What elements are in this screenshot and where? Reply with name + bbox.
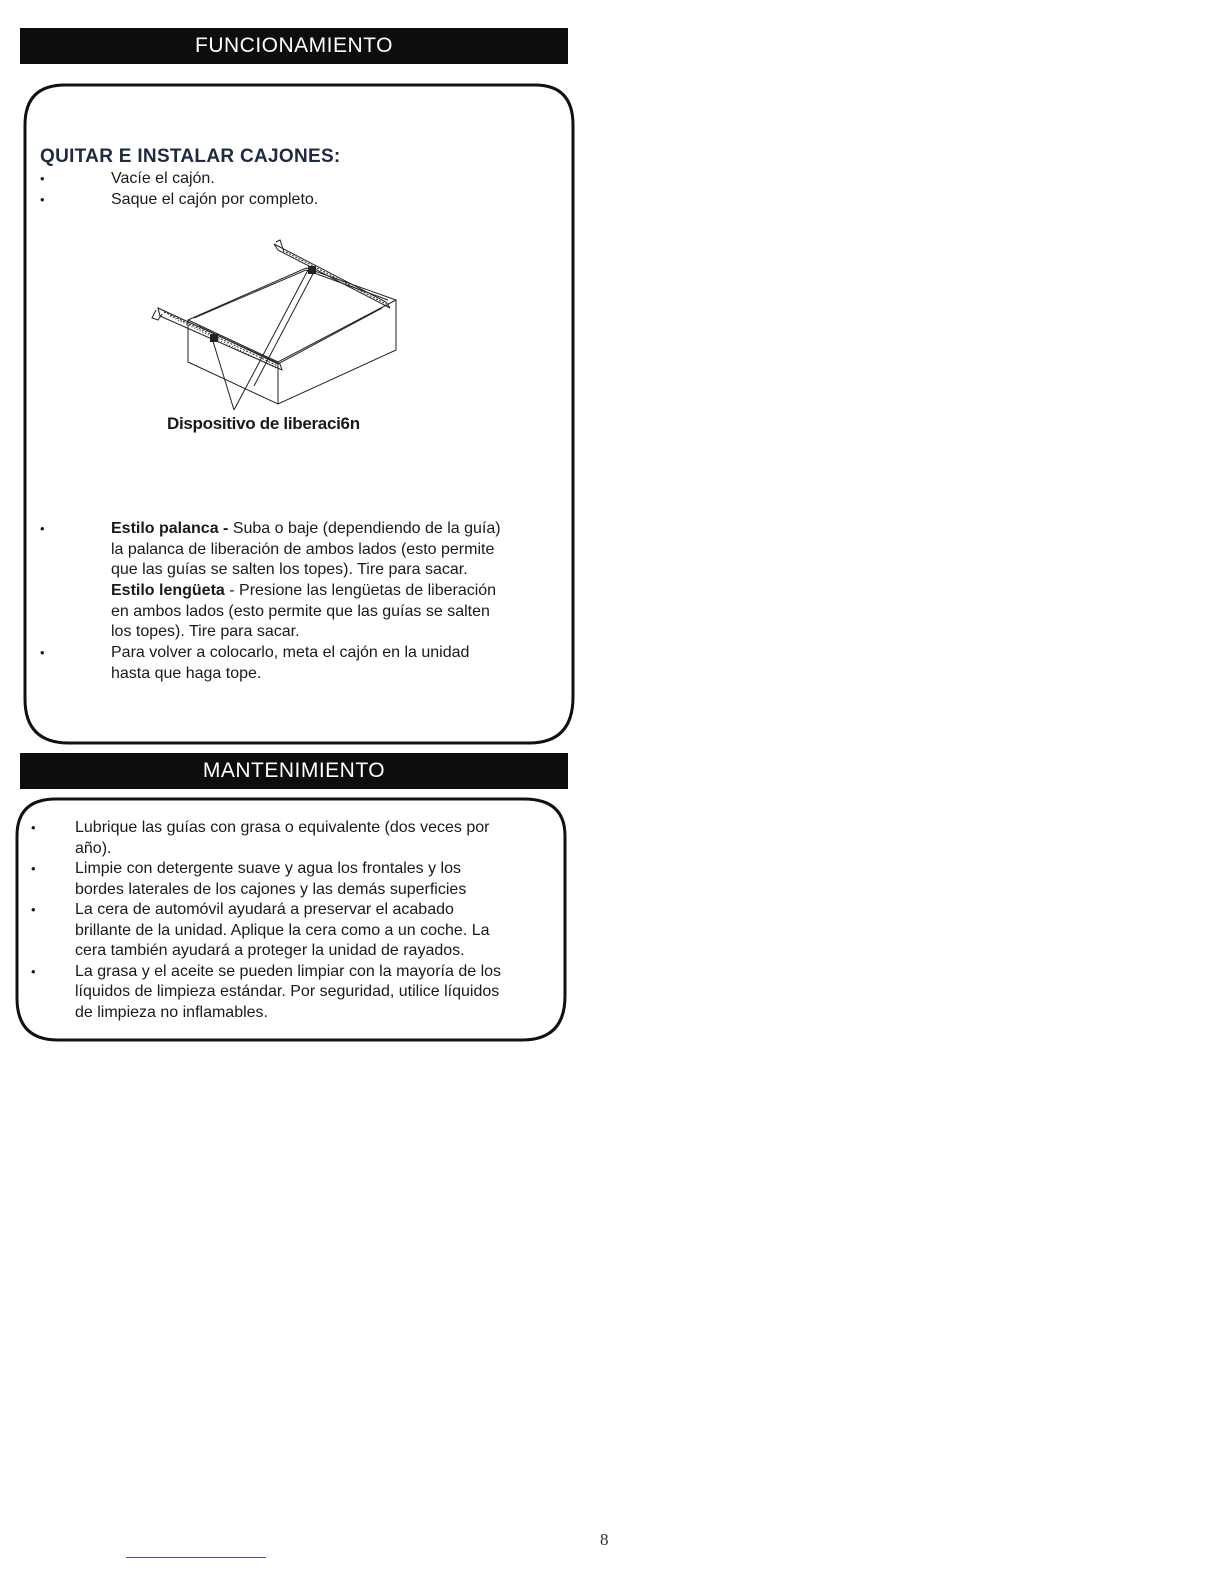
- lever-style-text: Suba o baje (dependiendo de la guía): [228, 520, 501, 537]
- lever-style-title: Estilo palanca -: [111, 520, 229, 537]
- maintenance-item: brillante de la unidad. Aplique la cera como a un coche. La: [75, 922, 490, 939]
- maintenance-item: Lubrique las guías con grasa o equivalente (dos veces por: [75, 819, 490, 836]
- maintenance-item: La cera de automóvil ayudará a preservar el acabado: [75, 901, 454, 918]
- bullet: •: [31, 820, 36, 835]
- lever-style-line: que las guías se salten los topes). Tire para sacar.: [111, 561, 468, 578]
- maintenance-item: bordes laterales de los cajones y las demás superficies: [75, 881, 467, 898]
- maintenance-section-banner: [20, 753, 568, 789]
- lever-style-line: [111, 519, 501, 540]
- operation-section-banner: [20, 28, 568, 64]
- maintenance-item: Limpie con detergente suave y agua los frontales y los: [75, 860, 462, 877]
- figure-caption: Dispositivo de liberaci6n: [167, 414, 360, 433]
- maintenance-item: cera también ayudará a proteger la unidad de rayados.: [75, 942, 465, 959]
- bullet: •: [31, 964, 36, 979]
- maintenance-section-title: MANTENIMIENTO: [202, 759, 386, 782]
- bullet: •: [31, 902, 36, 917]
- maintenance-item: de limpieza no inflamables.: [75, 1004, 268, 1021]
- maintenance-item: líquidos de limpieza estándar. Por seguridad, utilice líquidos: [75, 983, 500, 1000]
- bullet: •: [40, 521, 45, 536]
- maintenance-item: La grasa y el aceite se pueden limpiar con la mayoría de los: [75, 963, 502, 980]
- operation-section-title: FUNCIONAMIENTO: [195, 34, 393, 57]
- bullet: •: [40, 171, 45, 186]
- footer-rule: [126, 1557, 266, 1558]
- bullet: •: [40, 192, 45, 207]
- drawer-section-heading: QUITAR E INSTALAR CAJONES:: [40, 146, 341, 167]
- reinstall-line: Para volver a colocarlo, meta el cajón en la unidad: [111, 644, 470, 661]
- drawer-illustration: [150, 238, 410, 414]
- page-number: 8: [600, 1530, 609, 1549]
- tab-style-title: Estilo lengüeta: [111, 582, 225, 599]
- step-empty-drawer: Vacíe el cajón.: [111, 170, 215, 187]
- reinstall-line: hasta que haga tope.: [111, 665, 262, 682]
- tab-style-line: los topes). Tire para sacar.: [111, 623, 300, 640]
- maintenance-item: año).: [75, 840, 112, 857]
- step-remove-drawer: Saque el cajón por completo.: [111, 191, 319, 208]
- tab-style-text: - Presione las lengüetas de liberación: [224, 582, 497, 599]
- lever-style-line: la palanca de liberación de ambos lados (esto permite: [111, 541, 495, 558]
- tab-style-line: [111, 581, 496, 602]
- bullet: •: [40, 645, 45, 660]
- bullet: •: [31, 861, 36, 876]
- tab-style-line: en ambos lados (esto permite que las guías se salten: [111, 603, 490, 620]
